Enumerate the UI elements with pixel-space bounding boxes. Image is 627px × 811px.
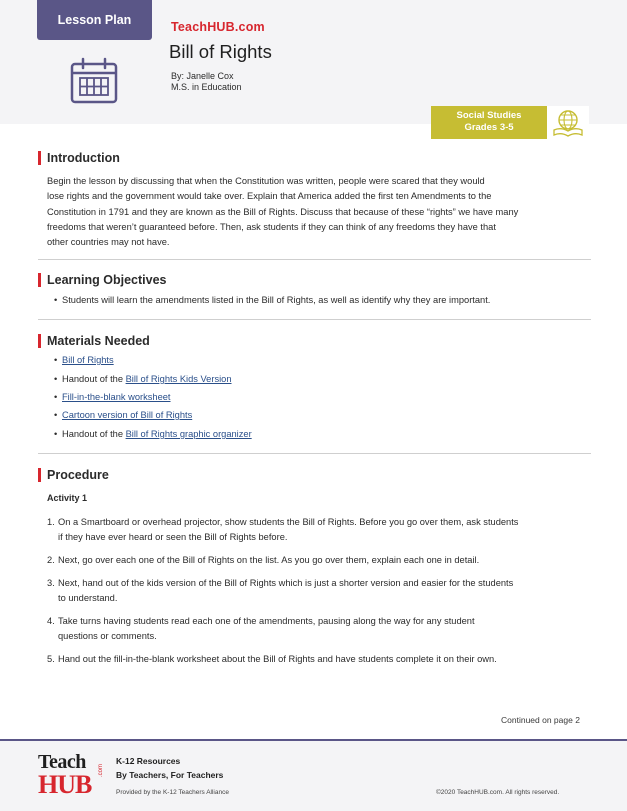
divider [38, 453, 591, 454]
procedure-step [47, 614, 595, 645]
step-line: questions or comments. [58, 631, 157, 642]
subject-badge [431, 106, 547, 139]
step-line: Hand out the fill-in-the-blank worksheet about the Bill of Rights and have students complete it on their own. [58, 654, 497, 664]
provided-by: Provided by the K-12 Teachers Alliance [116, 789, 229, 796]
copyright: ©2020 TeachHUB.com. All rights reserved. [436, 789, 560, 796]
step-line: if they have ever heard or seen the Bill of Rights before. [58, 532, 288, 543]
byline [171, 71, 242, 93]
logo-com: .com [98, 763, 104, 777]
continued-note: Continued on page 2 [501, 715, 580, 725]
materials-heading: Materials Needed [38, 334, 150, 348]
material-item: • Fill-in-the-blank worksheet [54, 392, 171, 402]
objective-text: Students will learn the amendments listed in the Bill of Rights, as well as identify why they are important. [62, 295, 491, 305]
procedure-step [47, 652, 595, 667]
site-name: TeachHUB.com [171, 20, 265, 34]
tagline-resources: K-12 Resources [116, 756, 181, 766]
logo-teach: Teach [38, 751, 86, 773]
tagline-teachers: By Teachers, For Teachers [116, 770, 224, 780]
procedure-heading: Procedure [38, 468, 109, 482]
activity-label: Activity 1 [47, 493, 88, 503]
material-prefix: Handout of the [62, 374, 126, 384]
teachhub-logo [38, 751, 108, 801]
graphic-organizer-link[interactable]: Bill of Rights graphic organizer [125, 429, 252, 439]
step-number: 1. [47, 517, 55, 527]
intro-line: Begin the lesson by discussing that when the Constitution was written, people were scared that they would [47, 176, 485, 186]
grade-line: Grades 3-5 [464, 122, 514, 133]
credential: M.S. in Education [171, 82, 242, 92]
introduction-heading: Introduction [38, 151, 120, 165]
step-line: On a Smartboard or overhead projector, show students the Bill of Rights. Before you go over them, ask students [58, 517, 519, 527]
cartoon-link[interactable]: Cartoon version of Bill of Rights [62, 410, 193, 420]
step-number: 5. [47, 654, 55, 664]
globe-book-icon [551, 109, 585, 137]
material-item: • Handout of the Bill of Rights graphic organizer [54, 429, 252, 439]
kids-version-link[interactable]: Bill of Rights Kids Version [125, 374, 232, 384]
step-number: 4. [47, 616, 55, 626]
procedure-step [47, 515, 595, 546]
material-item: • Cartoon version of Bill of Rights [54, 410, 193, 420]
logo-hub: HUB [38, 770, 92, 799]
step-line: to understand. [58, 593, 118, 604]
intro-line: freedoms that weren’t guaranteed before. Then, ask students if they can think of any freedoms they have that [47, 221, 496, 232]
divider [38, 319, 591, 320]
objective-item: • Students will learn the amendments listed in the Bill of Rights, as well as identify why they are important. [54, 295, 491, 305]
intro-line: other countries may not have. [47, 237, 170, 248]
step-line: Next, hand out of the kids version of the Bill of Rights which is just a shorter version and easier for the students [58, 578, 514, 588]
subject-line: Social Studies [456, 110, 522, 121]
step-line: Take turns having students read each one of the amendments, pausing along the way for any student [58, 616, 475, 626]
intro-line: Constitution in 1791 and they are known as the Bill of Rights. Discuss that because of these “rights” we have many [47, 206, 519, 217]
procedure-step [47, 576, 595, 607]
lesson-plan-tab: Lesson Plan [37, 0, 152, 40]
intro-line: lose rights and the government would take over. Explain that America added the first ten Amendments to the [47, 191, 492, 202]
procedure-step [47, 553, 595, 568]
page-footer [0, 739, 627, 811]
page-title: Bill of Rights [169, 41, 272, 62]
author: By: Janelle Cox [171, 71, 234, 81]
objectives-heading: Learning Objectives [38, 273, 166, 287]
material-item: • Bill of Rights [54, 355, 114, 365]
worksheet-link[interactable]: Fill-in-the-blank worksheet [62, 392, 171, 402]
material-item: • Handout of the Bill of Rights Kids Version [54, 374, 232, 384]
step-number: 3. [47, 578, 55, 588]
step-number: 2. [47, 555, 55, 565]
divider [38, 259, 591, 260]
step-line: Next, go over each one of the Bill of Rights on the list. As you go over them, explain each one in detail. [58, 555, 480, 565]
bill-of-rights-link[interactable]: Bill of Rights [62, 355, 114, 365]
introduction-paragraph [47, 174, 595, 250]
material-prefix: Handout of the [62, 429, 126, 439]
calendar-icon [69, 56, 119, 106]
subject-icon-box [547, 106, 589, 139]
